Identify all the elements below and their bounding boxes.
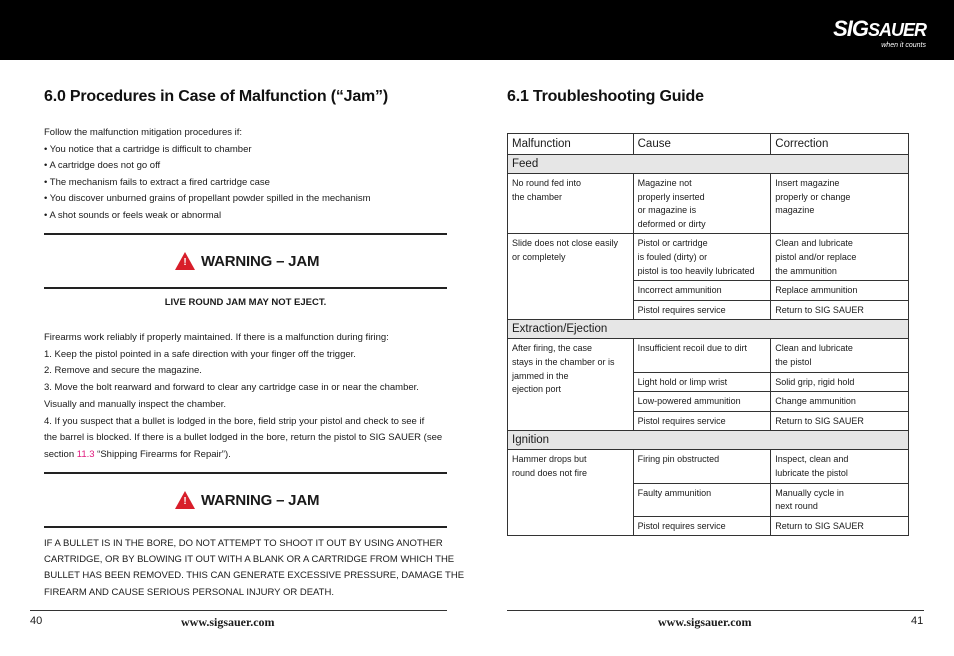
table-row [508,339,909,372]
procedure-line: Firearms work reliably if properly maintained. If there is a malfunction during firing: [44,332,389,343]
bullet-item: • You discover unburned grains of propellant powder spilled in the mechanism [44,193,371,205]
procedure-line: the barrel is blocked. If there is a bullet lodged in the bore, return the pistol to SIG SAUER (see [44,432,443,444]
cause-cell-line: Faulty ammunition [637,487,712,498]
correction-cell-line: Clean and lubricate [775,343,853,354]
sig-sauer-logo [833,18,926,50]
cause-cell-line: Incorrect ammunition [637,285,722,296]
page-number-right: 41 [911,615,924,627]
cause-cell-line: Low-powered ammunition [637,396,741,407]
procedure-line: 4. If you suspect that a bullet is lodged in the bore, field strip your pistol and check to see if [44,415,425,427]
top-banner [0,0,954,60]
cause-cell-line: Pistol requires service [637,415,726,426]
correction-cell [771,281,909,301]
table-row [508,234,909,281]
correction-cell [771,339,909,372]
malfunction-cell [508,339,634,431]
malfunction-cell-line: Slide does not close easily [512,238,619,249]
section-label [508,155,909,174]
warning-caps-text [44,536,465,601]
warning-triangle-icon: ! [175,491,195,509]
cause-cell [633,174,771,234]
malfunction-cell-line: No round fed into [512,178,582,188]
troubleshooting-table [507,133,909,536]
correction-cell-line: Clean and lubricate [775,238,853,249]
intro-text: Follow the malfunction mitigation procedures if: [44,127,243,138]
malfunction-cell-line: After firing, the case [512,343,593,354]
section-link[interactable]: 11.3 [76,448,95,460]
cause-cell-line: deformed or dirty [637,218,706,229]
cause-cell-line: Magazine not [637,178,692,188]
cause-cell [633,516,771,536]
correction-cell [771,174,909,234]
correction-cell-line: Solid grip, rigid hold [775,376,855,387]
table-section-row [508,155,909,174]
correction-cell-line: Manually cycle in [775,487,844,498]
malfunction-cell-line: jammed in the [512,370,569,381]
caps-line: FIREARM AND CAUSE SERIOUS PERSONAL INJURY OR DEATH. [44,586,334,598]
cause-cell [633,234,771,281]
cause-cell [633,281,771,301]
cause-cell-line: or magazine is [637,205,697,216]
cause-cell-line: properly inserted [637,191,705,202]
column-header [771,134,909,155]
cause-cell [633,450,771,483]
footer-rule-right [507,610,924,611]
malfunction-cell-line: round does not fire [512,467,588,478]
section-label-line: Extraction/Ejection [512,323,608,336]
bullet-item: • The mechanism fails to extract a fired cartridge case [44,176,270,188]
section-label [508,320,909,339]
section-title-troubleshooting: 6.1 Troubleshooting Guide [507,88,704,105]
cause-cell-line: Pistol requires service [637,520,726,531]
logo-sauer-text: SAUER [867,20,926,40]
bullet-item: • A cartridge does not go off [44,160,161,172]
column-header-line: Malfunction [512,138,571,150]
correction-cell-line: the ammunition [775,265,837,276]
bullet-item: • You notice that a cartridge is difficult to chamber [44,143,252,155]
correction-cell-line: pistol and/or replace [775,251,857,262]
caps-line: IF A BULLET IS IN THE BORE, DO NOT ATTEMPT TO SHOOT IT OUT BY USING ANOTHER [44,538,443,549]
malfunction-cell [508,174,634,234]
warning-box-2 [44,472,447,528]
correction-cell [771,392,909,412]
correction-cell-line: the pistol [775,356,812,367]
correction-cell-line: Inspect, clean and [775,454,849,465]
malfunction-cell-line: Hammer drops but [512,454,587,465]
cause-cell-line: pistol is too heavily lubricated [637,265,755,276]
correction-cell-line: next round [775,501,818,512]
column-header-line: Correction [775,138,829,150]
warning-box-1 [44,233,447,289]
correction-cell [771,450,909,483]
procedure-line: 3. Move the bolt rearward and forward to clear any cartridge case in or near the chamber. [44,382,419,394]
warning-triangle-icon: ! [175,252,195,270]
caps-line: CARTRIDGE, OR BY BLOWING IT OUT WITH A BLANK OR A CARTRIDGE FROM WHICH THE [44,554,455,566]
procedure-line: 1. Keep the pistol pointed in a safe direction with your finger off the trigger. [44,348,356,360]
correction-cell [771,234,909,281]
footer-url-left[interactable]: www.sigsauer.com [181,615,275,629]
correction-cell-line: properly or change [775,191,851,202]
correction-cell-line: Return to SIG SAUER [775,520,864,531]
cause-cell-line: Pistol or cartridge [637,238,708,249]
cause-cell-line: Insufficient recoil due to dirt [637,343,748,354]
malfunction-cell-line: stays in the chamber or is [512,356,615,367]
cause-cell [633,392,771,412]
table-row [508,174,909,234]
section-title-malfunction: 6.0 Procedures in Case of Malfunction (“Jam”) [44,88,388,105]
cause-cell-line: Light hold or limp wrist [637,376,728,387]
malfunction-cell-line: ejection port [512,384,562,395]
page-number-left: 40 [30,615,43,627]
procedure-line: section 11.3 “Shipping Firearms for Repair”). [44,448,231,460]
correction-cell-line: Change ammunition [775,396,856,407]
malfunction-cell-line: or completely [512,251,566,262]
correction-cell-line: magazine [775,205,815,216]
procedure-line: 2. Remove and secure the magazine. [44,365,202,377]
malfunction-cell-line: the chamber [512,191,563,202]
warning-note: LIVE ROUND JAM MAY NOT EJECT. [164,297,327,308]
correction-cell-line: lubricate the pistol [775,467,848,478]
bullet-item: • A shot sounds or feels weak or abnormal [44,209,222,221]
cause-cell-line: is fouled (dirty) or [637,251,708,262]
logo-sig-text: SIG [833,16,868,41]
table-header-row [508,134,909,155]
table-section-row [508,320,909,339]
malfunction-cell [508,450,634,536]
caps-line: BULLET HAS BEEN REMOVED. THIS CAN GENERATE EXCESSIVE PRESSURE, DAMAGE THE [44,570,465,582]
logo-tagline: when it counts [881,42,926,49]
column-header [633,134,771,155]
cause-cell [633,339,771,372]
cause-cell [633,483,771,516]
correction-cell-line: Return to SIG SAUER [775,304,864,315]
cause-cell [633,411,771,431]
cause-cell-line: Pistol requires service [637,304,726,315]
malfunction-cell [508,234,634,320]
correction-cell-line: Return to SIG SAUER [775,415,864,426]
intro-list [44,125,371,225]
section-label-line: Ignition [512,434,550,447]
correction-cell [771,516,909,536]
section-label [508,431,909,450]
correction-cell [771,411,909,431]
table-section-row [508,431,909,450]
cause-cell [633,372,771,392]
footer-rule-left [30,610,447,611]
correction-cell-line: Insert magazine [775,178,840,188]
cause-cell-line: Firing pin obstructed [637,454,720,465]
procedure-text [44,330,447,464]
column-header-line: Cause [637,138,671,150]
correction-cell-line: Replace ammunition [775,285,858,296]
correction-cell [771,372,909,392]
cause-cell [633,300,771,320]
footer-url-right[interactable]: www.sigsauer.com [658,615,752,629]
correction-cell [771,300,909,320]
procedure-line: Visually and manually inspect the chamber. [44,398,227,410]
column-header [508,134,634,155]
correction-cell [771,483,909,516]
table-row [508,450,909,483]
warning-title: WARNING – JAM [201,252,320,270]
section-label-line: Feed [512,158,539,170]
warning-title: WARNING – JAM [201,491,320,509]
